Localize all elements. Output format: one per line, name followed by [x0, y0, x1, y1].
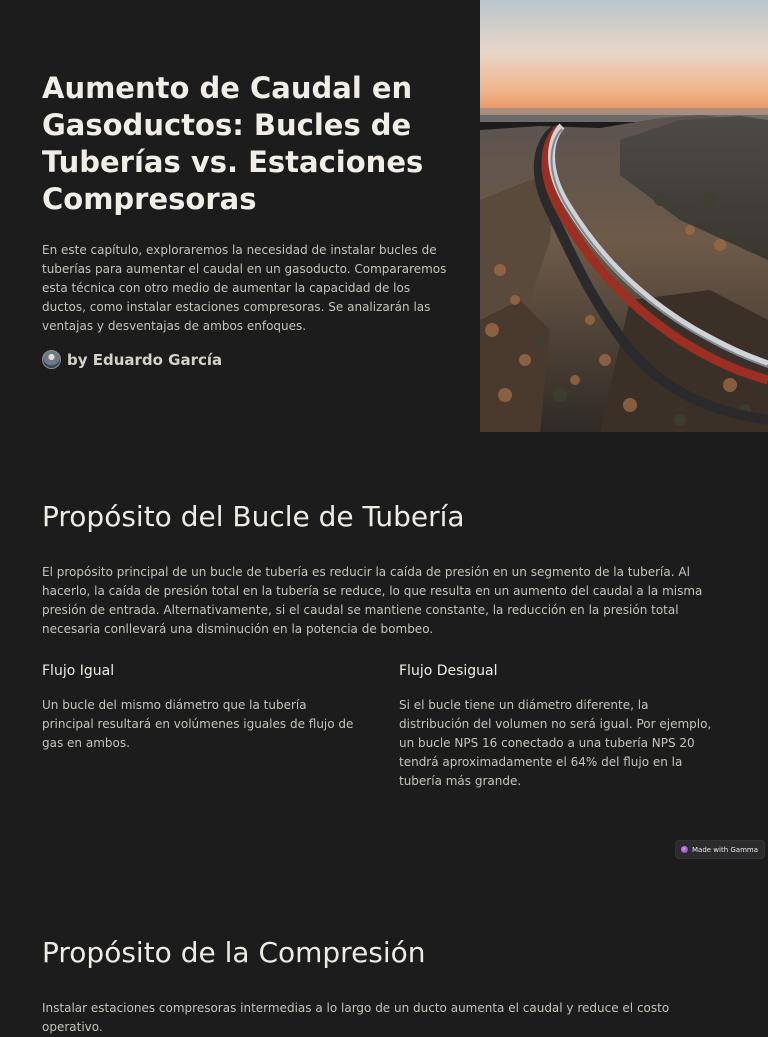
column-equal-flow [42, 662, 362, 753]
loop-section-title: Propósito del Bucle de Tubería [42, 500, 465, 533]
flow-columns [42, 662, 728, 802]
made-with-gamma-badge[interactable] [676, 841, 764, 858]
gamma-logo-icon [681, 846, 688, 853]
hero-description: En este capítulo, exploraremos la necesidad de instalar bucles de tuberías para aumentar el caudal en un gasoducto. Compararemos esta técnica con otro medio de aumentar la capacidad de los ductos, como instalar estaciones compresoras. Se analizarán las ventajas y desventajas de ambos enfoques. [42, 243, 447, 333]
column-title: Flujo Igual [42, 663, 115, 679]
loop-section-body: El propósito principal de un bucle de tubería es reducir la caída de presión en un segmento de la tubería. Al hacerlo, la caída de presión total en la tubería se reduce, lo que resulta en un aumento del caudal a la misma presión de entrada. Alternativamente, si el caudal se mantiene constante, la reducción en la presión total necesaria conllevará una disminución en la potencia de bombeo. [42, 565, 703, 636]
hero-text [42, 70, 452, 369]
column-title: Flujo Desigual [399, 663, 498, 679]
column-unequal-flow [399, 662, 719, 791]
loop-section [42, 500, 728, 534]
column-body: Si el bucle tiene un diámetro diferente, la distribución del volumen no será igual. Por ejemplo, un bucle NPS 16 conectado a una tubería NPS 20 tendrá aproximadamente el 64% del flujo en la tubería más grande. [399, 698, 712, 788]
hero-image [480, 0, 768, 432]
compression-section-body: Instalar estaciones compresoras intermedias a lo largo de un ducto aumenta el caudal y reduce el costo operativo. [42, 1001, 670, 1034]
avatar [42, 350, 61, 369]
loop-section-body-wrap [42, 563, 728, 639]
column-body: Un bucle del mismo diámetro que la tubería principal resultará en volúmenes iguales de flujo de gas en ambos. [42, 698, 354, 750]
compression-section-body-wrap [42, 999, 728, 1037]
compression-section-title: Propósito de la Compresión [42, 936, 426, 969]
compression-section [42, 936, 728, 970]
badge-label: Made with Gamma [692, 845, 759, 854]
hero-section [0, 0, 768, 432]
author-line [42, 350, 452, 369]
page-title: Aumento de Caudal en Gasoductos: Bucles de Tuberías vs. Estaciones Compresoras [42, 71, 424, 216]
author-name: by Eduardo García [67, 350, 223, 369]
